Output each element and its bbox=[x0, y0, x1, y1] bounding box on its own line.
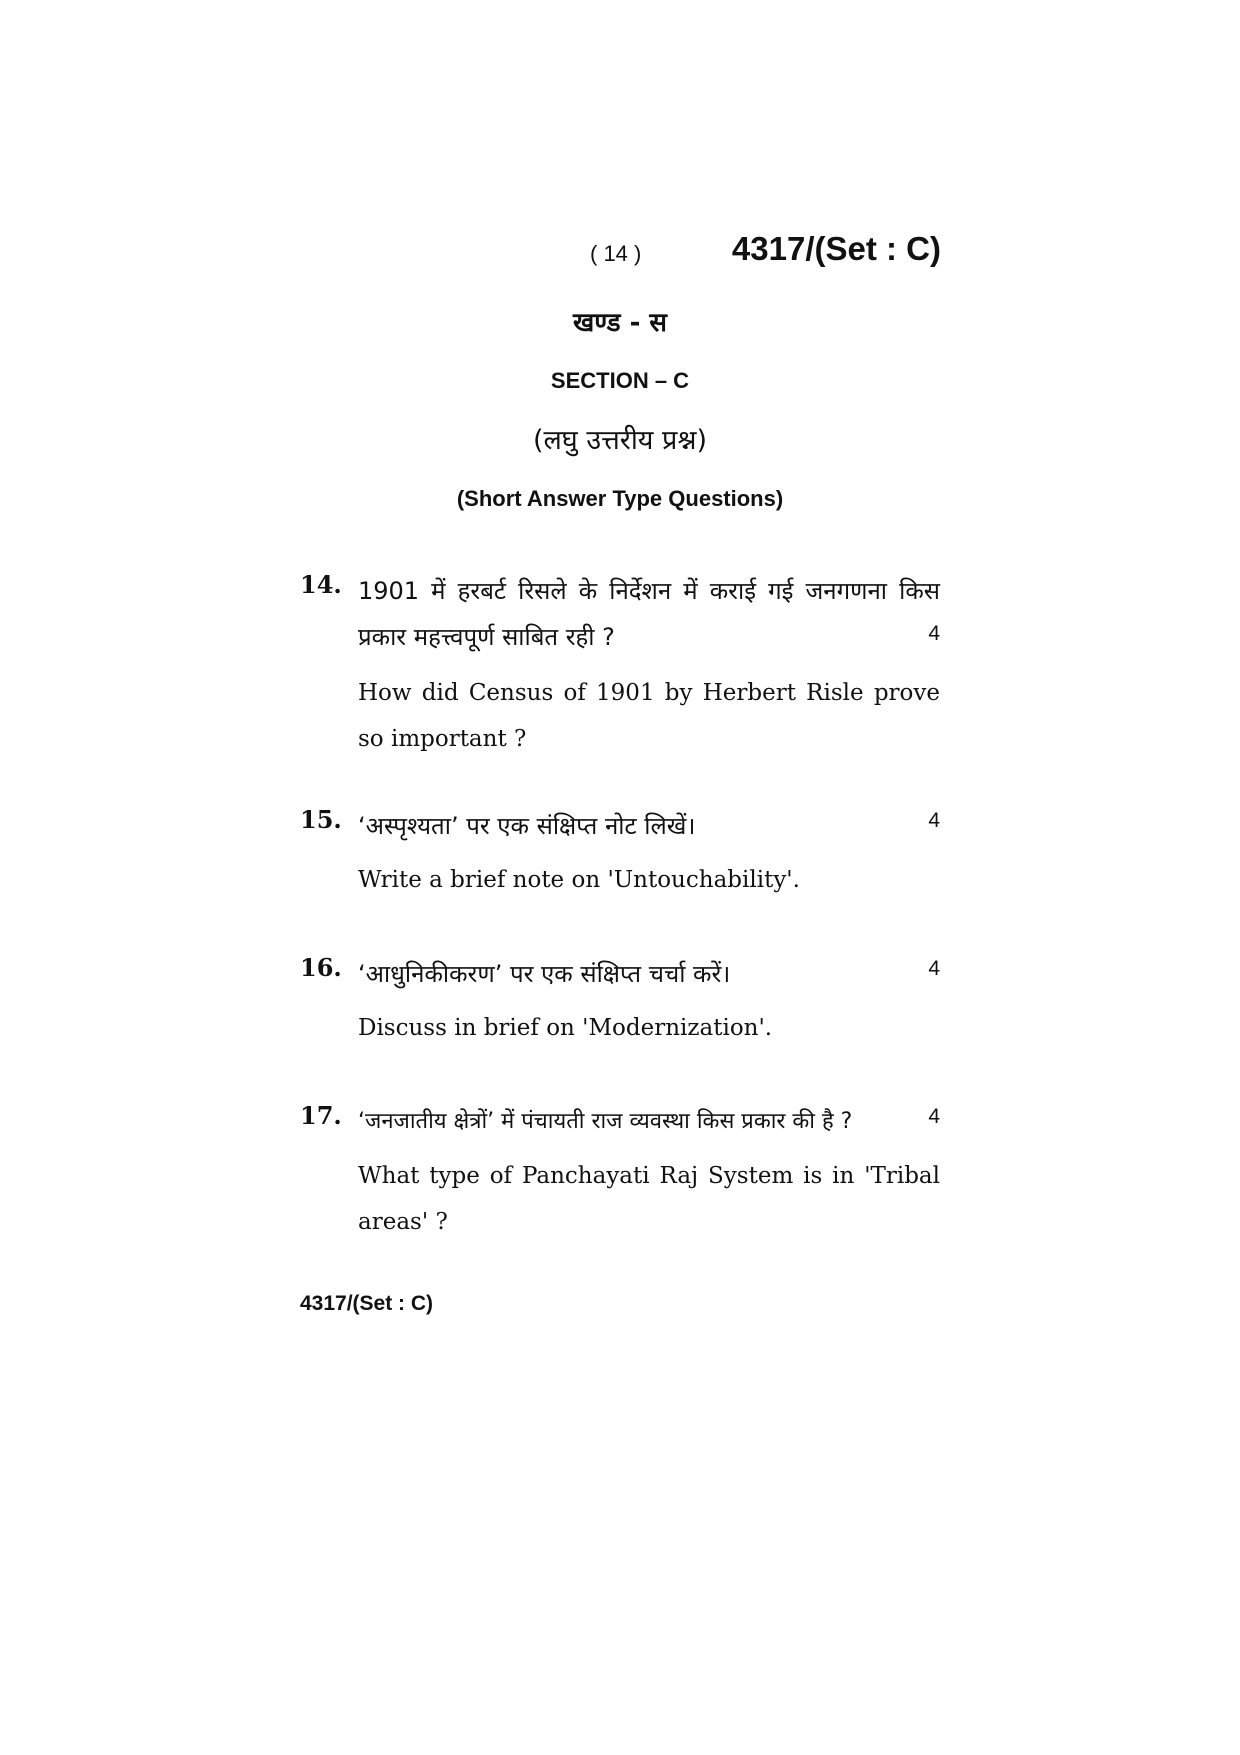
section-title-english: SECTION – C bbox=[550, 368, 690, 393]
section-title-hindi: खण्ड - स bbox=[573, 308, 667, 338]
page-number: ( 14 ) bbox=[590, 241, 642, 266]
question-marks: 4 bbox=[928, 809, 940, 832]
question-number: 17. bbox=[300, 1101, 342, 1130]
question-marks: 4 bbox=[928, 957, 940, 980]
question-text-hindi: ‘आधुनिकीकरण’ पर एक संक्षिप्त चर्चा करें। bbox=[358, 960, 731, 988]
question-text-english: What type of Panchayati Raj System is in 'Tribal areas' ? bbox=[358, 1163, 940, 1235]
question-text-english: Discuss in brief on 'Modernization'. bbox=[358, 1015, 773, 1041]
question-marks: 4 bbox=[928, 1105, 940, 1128]
question-text-hindi: 1901 में हरबर्ट रिसले के निर्देशन में कराई गई जनगणना किस प्रकार महत्त्वपूर्ण साबित रही ? bbox=[358, 577, 940, 651]
question-type-hindi: (लघु उत्तरीय प्रश्न) bbox=[532, 425, 708, 456]
question-text-english: How did Census of 1901 by Herbert Risle prove so important ? bbox=[358, 680, 940, 752]
question-number: 14. bbox=[300, 570, 342, 599]
paper-code-header: 4317/(Set : C) bbox=[731, 230, 941, 267]
question-number: 15. bbox=[300, 805, 342, 834]
question-type-english: (Short Answer Type Questions) bbox=[456, 486, 784, 511]
question-number: 16. bbox=[300, 953, 342, 982]
paper-code-footer: 4317/(Set : C) bbox=[300, 1292, 434, 1315]
question-text-hindi: ‘अस्पृश्यता’ पर एक संक्षिप्त नोट लिखें। bbox=[358, 812, 696, 840]
question-text-hindi: ‘जनजातीय क्षेत्रों’ में पंचायती राज व्यवस्था किस प्रकार की है ? bbox=[358, 1109, 853, 1134]
question-text-english: Write a brief note on 'Untouchability'. bbox=[358, 867, 800, 893]
question-marks: 4 bbox=[928, 622, 940, 645]
